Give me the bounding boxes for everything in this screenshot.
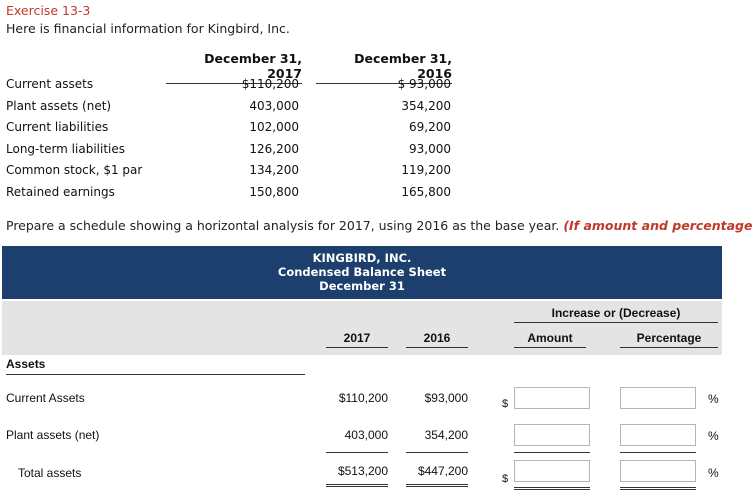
subtotal-rule xyxy=(514,452,590,453)
schedule-row-label: Plant assets (net) xyxy=(6,428,100,442)
schedule-value-2017: $110,200 xyxy=(338,391,388,405)
col-header-amount: Amount xyxy=(514,331,586,348)
percentage-input-total-assets[interactable] xyxy=(620,460,696,482)
dollar-sign: $ xyxy=(502,398,509,410)
fin-row-label: Current liabilities xyxy=(6,120,109,134)
schedule-row-label: Total assets xyxy=(18,466,82,480)
exercise-title: Exercise 13-3 xyxy=(6,3,91,18)
col-header-2016: 2016 xyxy=(406,331,468,348)
statement-name: Condensed Balance Sheet xyxy=(277,265,447,279)
fin-row-label: Plant assets (net) xyxy=(6,99,112,113)
total-double-rule xyxy=(406,484,468,487)
instructions xyxy=(6,218,753,233)
percent-sign: % xyxy=(708,466,719,480)
total-double-rule xyxy=(620,487,696,490)
schedule-value-2016: $93,000 xyxy=(424,391,468,405)
percentage-input-current-assets[interactable] xyxy=(620,387,696,409)
fin-row-value-2017: 403,000 xyxy=(249,99,299,113)
fin-row-value-2017: 150,800 xyxy=(249,185,299,199)
fin-row-value-2016: $ 93,000 xyxy=(397,77,451,91)
schedule-value-2017: $513,200 xyxy=(337,464,388,478)
total-double-rule xyxy=(514,487,590,490)
fin-row-label: Long-term liabilities xyxy=(6,142,125,156)
exercise-intro: Here is financial information for Kingbird, Inc. xyxy=(6,21,290,36)
fin-row-value-2017: 134,200 xyxy=(249,163,299,177)
fin-row-value-2017: 126,200 xyxy=(249,142,299,156)
statement-date: December 31 xyxy=(319,279,405,293)
fin-row-label: Current assets xyxy=(6,77,94,91)
schedule-banner xyxy=(2,246,722,299)
fin-row-value-2016: 354,200 xyxy=(401,99,451,113)
company-name: KINGBIRD, INC. xyxy=(312,251,412,265)
fin-row-value-2016: 165,800 xyxy=(401,185,451,199)
schedule-value-2017: 403,000 xyxy=(344,428,388,442)
schedule-row-label: Current Assets xyxy=(6,391,85,405)
schedule-value-2016: $447,200 xyxy=(417,464,468,478)
amount-input-total-assets[interactable] xyxy=(514,460,590,482)
col-header-percentage: Percentage xyxy=(620,331,718,348)
subtotal-rule xyxy=(406,452,468,453)
amount-input-current-assets[interactable] xyxy=(514,387,590,409)
col-header-2017: 2017 xyxy=(326,331,388,348)
assets-section-heading: Assets xyxy=(6,357,305,375)
subtotal-rule xyxy=(620,452,696,453)
fin-row-value-2016: 119,200 xyxy=(401,163,451,177)
total-double-rule xyxy=(326,484,388,487)
instructions-text: Prepare a schedule showing a horizontal analysis for 2017, using 2016 as the base year. xyxy=(6,218,560,233)
fin-row-label: Retained earnings xyxy=(6,185,115,199)
percent-sign: % xyxy=(708,392,719,406)
fin-row-value-2017: 102,000 xyxy=(249,120,299,134)
increase-decrease-header: Increase or (Decrease) xyxy=(514,306,718,323)
dollar-sign: $ xyxy=(502,473,509,485)
percent-sign: % xyxy=(708,429,719,443)
header-dec-2017: December 31, 2017 xyxy=(166,51,302,84)
instructions-note: (If amount and percentage xyxy=(563,218,753,233)
schedule-value-2016: 354,200 xyxy=(424,428,468,442)
header-dec-2016: December 31, 2016 xyxy=(316,51,452,84)
percentage-input-plant-assets[interactable] xyxy=(620,424,696,446)
amount-input-plant-assets[interactable] xyxy=(514,424,590,446)
subtotal-rule xyxy=(326,452,388,453)
fin-row-label: Common stock, $1 par xyxy=(6,163,143,177)
fin-row-value-2017: $110,200 xyxy=(241,77,299,91)
fin-row-value-2016: 93,000 xyxy=(409,142,451,156)
fin-row-value-2016: 69,200 xyxy=(409,120,451,134)
